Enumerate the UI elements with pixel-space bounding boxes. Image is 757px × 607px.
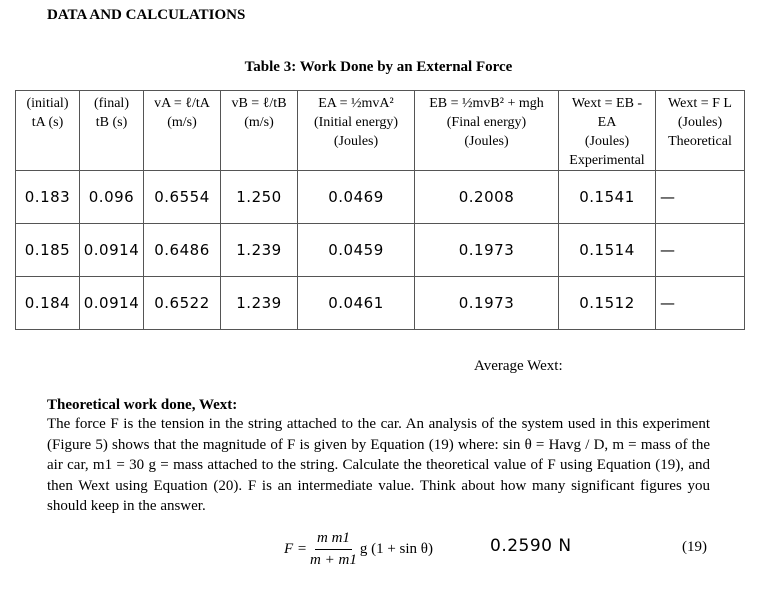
header-ta: (initial) tA (s) bbox=[16, 91, 80, 171]
cell-ea: 0.0461 bbox=[298, 277, 415, 330]
table-row bbox=[16, 224, 745, 277]
header-va: vA = ℓ/tA (m/s) bbox=[144, 91, 221, 171]
cell-eb: 0.2008 bbox=[415, 171, 559, 224]
data-table bbox=[15, 90, 745, 330]
header-ea: EA = ½mvA² (Initial energy) (Joules) bbox=[298, 91, 415, 171]
equation-number: (19) bbox=[682, 539, 707, 555]
header-vb: vB = ℓ/tB (m/s) bbox=[221, 91, 298, 171]
header-wext-experimental: Wext = EB - EA (Joules) Experimental bbox=[559, 91, 656, 171]
cell-eb: 0.1973 bbox=[415, 224, 559, 277]
cell-vb: 1.250 bbox=[221, 171, 298, 224]
cell-ea: 0.0459 bbox=[298, 224, 415, 277]
table-header-row bbox=[16, 91, 745, 171]
cell-ta: 0.185 bbox=[16, 224, 80, 277]
handwritten-answer: 0.2590 N bbox=[490, 536, 572, 556]
section-title: DATA AND CALCULATIONS bbox=[47, 7, 246, 23]
cell-wext-theo: — bbox=[656, 171, 745, 224]
equation-rhs: g (1 + sin θ) bbox=[359, 541, 433, 557]
cell-va: 0.6554 bbox=[144, 171, 221, 224]
cell-wext-exp: 0.1514 bbox=[559, 224, 656, 277]
cell-tb: 0.0914 bbox=[80, 224, 144, 277]
cell-wext-exp: 0.1512 bbox=[559, 277, 656, 330]
average-wext-label: Average Wext: bbox=[474, 358, 563, 374]
header-eb: EB = ½mvB² + mgh (Final energy) (Joules) bbox=[415, 91, 559, 171]
cell-ta: 0.184 bbox=[16, 277, 80, 330]
cell-ea: 0.0469 bbox=[298, 171, 415, 224]
cell-tb: 0.096 bbox=[80, 171, 144, 224]
equation-lhs: F = bbox=[284, 541, 308, 557]
header-wext-theoretical: Wext = F L (Joules) Theoretical bbox=[656, 91, 745, 171]
theoretical-title: Theoretical work done, Wext: bbox=[47, 397, 238, 413]
cell-wext-theo: — bbox=[656, 277, 745, 330]
cell-vb: 1.239 bbox=[221, 224, 298, 277]
cell-wext-theo: — bbox=[656, 224, 745, 277]
equation-numerator: m m1 bbox=[315, 530, 352, 550]
cell-va: 0.6522 bbox=[144, 277, 221, 330]
table-row bbox=[16, 171, 745, 224]
cell-va: 0.6486 bbox=[144, 224, 221, 277]
cell-tb: 0.0914 bbox=[80, 277, 144, 330]
cell-eb: 0.1973 bbox=[415, 277, 559, 330]
table-caption: Table 3: Work Done by an External Force bbox=[244, 59, 513, 75]
cell-vb: 1.239 bbox=[221, 277, 298, 330]
equation-19 bbox=[284, 530, 433, 569]
theoretical-paragraph: The force F is the tension in the string attached to the car. An analysis of the system used in this experiment (Figure 5) shows that the magnitude of F is given by Equation (19) where: sin θ = Havg / D, m = mass of the air car, m1 = 30 g = mass attached to the string. Calculate the theoretical value of F using Equation (19), and then Wext using Equation (20). F is an intermediate value. Think about how many significant figures you should keep in the answer. bbox=[47, 416, 710, 514]
header-tb: (final) tB (s) bbox=[80, 91, 144, 171]
cell-wext-exp: 0.1541 bbox=[559, 171, 656, 224]
equation-denominator: m + m1 bbox=[310, 552, 357, 568]
equation-fraction bbox=[310, 530, 357, 569]
table-row bbox=[16, 277, 745, 330]
cell-ta: 0.183 bbox=[16, 171, 80, 224]
